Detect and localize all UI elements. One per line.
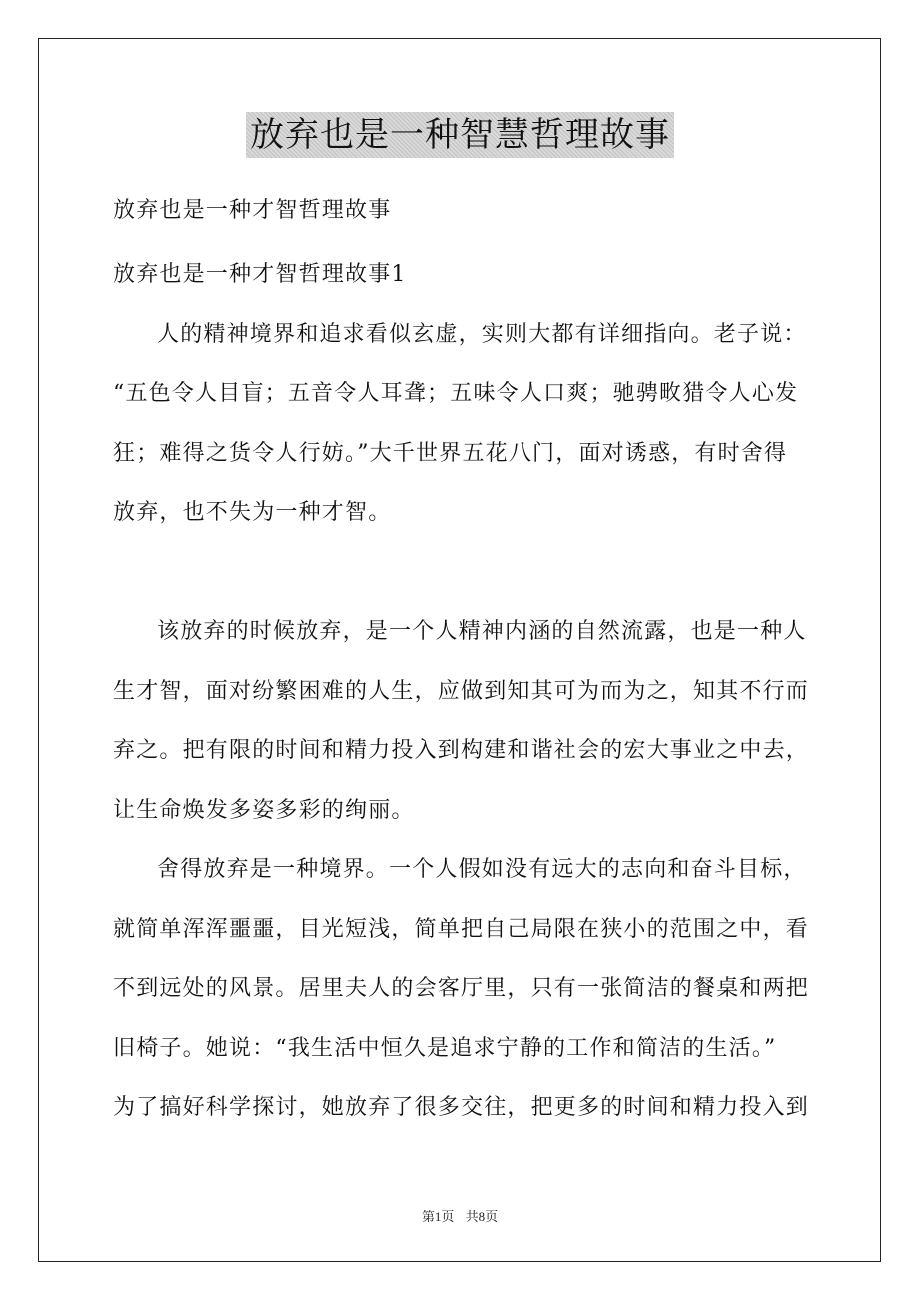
paragraph-line: 不到远处的风景。居里夫人的会客厅里，只有一张简洁的餐桌和两把 (113, 976, 810, 1001)
paragraph-line: 舍得放弃是一种境界。一个人假如没有远大的志向和奋斗目标， (157, 857, 807, 882)
paragraph-line: 让生命焕发多姿多彩的绚丽。 (113, 798, 415, 823)
paragraph-line: 人的精神境界和追求看似玄虚，实则大都有详细指向。老子说： (157, 322, 807, 347)
section-heading-line: 放弃也是一种才智哲理故事1 (113, 262, 407, 287)
page-footer (0, 1206, 920, 1225)
paragraph-line: 生才智，面对纷繁困难的人生，应做到知其可为而为之，知其不行而 (113, 679, 810, 704)
document-title: 放弃也是一种智慧哲理故事 (246, 112, 674, 158)
subtitle-line: 放弃也是一种才智哲理故事 (113, 198, 392, 223)
paragraph-line: 狂；难得之货令人行妨。”大千世界五花八门，面对诱惑，有时舍得 (113, 441, 788, 466)
paragraph-line: 放弃，也不失为一种才智。 (113, 500, 392, 525)
paragraph-line: 就简单浑浑噩噩，目光短浅，简单把自己局限在狭小的范围之中，看 (113, 917, 810, 942)
paragraph-line: 弃之。把有限的时间和精力投入到构建和谐社会的宏大事业之中去， (113, 738, 810, 763)
page-total: 共8页 (465, 1209, 499, 1224)
title-container (0, 112, 920, 158)
paragraph-line: 旧椅子。她说：“我生活中恒久是追求宁静的工作和简洁的生活。” (113, 1036, 777, 1061)
paragraph-line: 为了搞好科学探讨，她放弃了很多交往，把更多的时间和精力投入到 (113, 1095, 810, 1120)
page-number: 第1页 (421, 1209, 455, 1224)
paragraph-line: “五色令人目盲；五音令人耳聋；五味令人口爽；驰骋畋猎令人心发 (113, 381, 799, 406)
paragraph-line: 该放弃的时候放弃，是一个人精神内涵的自然流露，也是一种人 (157, 619, 807, 644)
